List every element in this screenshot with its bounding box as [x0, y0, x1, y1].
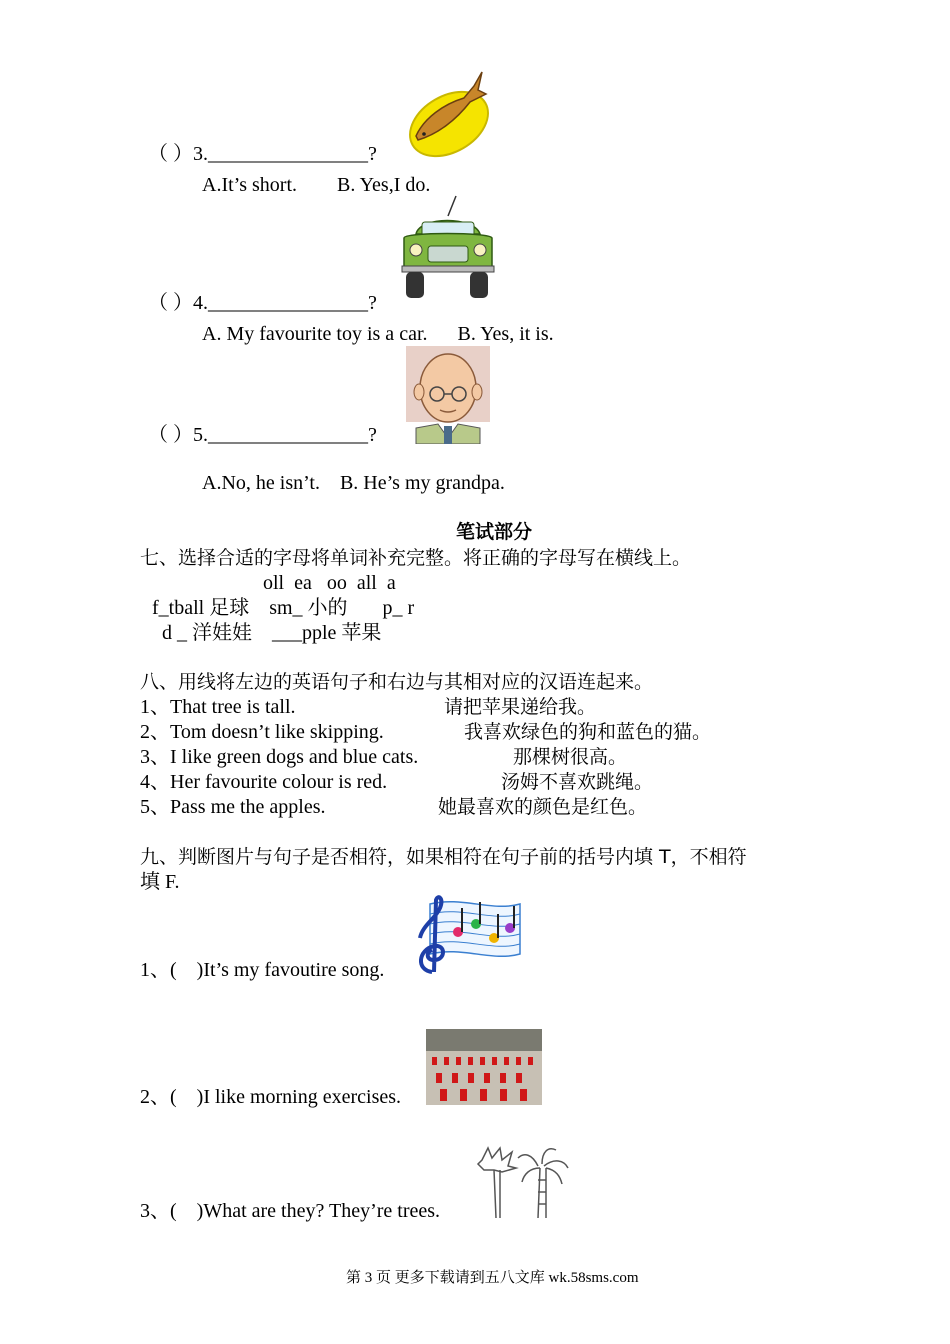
match-left-3: 3、I like green dogs and blue cats. — [140, 746, 419, 768]
match-right-5: 她最喜欢的颜色是红色。 — [438, 796, 648, 818]
question-5-options: A.No, he isn’t. B. He’s my grandpa. — [202, 472, 505, 494]
page-footer: 第 3 页 更多下载请到五八文库 wk.58sms.com — [346, 1270, 639, 1286]
trees-drawing-picture — [472, 1140, 574, 1220]
fish-picture — [404, 68, 494, 160]
question-5-stem: （ ）5.________________? — [148, 424, 377, 446]
judge-item-1: 1、( )It’s my favoutire song. — [140, 959, 385, 981]
match-left-5: 5、Pass me the apples. — [140, 796, 326, 818]
judge-item-2: 2、( )I like morning exercises. — [140, 1086, 402, 1108]
section-7-heading: 七、选择合适的字母将单词补充完整。将正确的字母写在横线上。 — [140, 547, 692, 569]
question-3-options: A.It’s short. B. Yes,I do. — [202, 174, 431, 196]
match-right-3: 那棵树很高。 — [513, 746, 628, 768]
section-9-heading-line-2: 填 F. — [140, 871, 180, 893]
section-9-heading-line-1: 九、判断图片与句子是否相符，如果相符在句子前的括号内填 T，不相符 — [140, 846, 747, 868]
question-4-options: A. My favourite toy is a car. B. Yes, it is. — [202, 323, 554, 345]
grandpa-picture — [406, 346, 490, 444]
section-7-row-1: f_tball 足球 sm_ 小的 p_ r — [152, 597, 415, 619]
section-8-heading: 八、用线将左边的英语句子和右边与其相对应的汉语连起来。 — [140, 671, 654, 693]
judge-item-3: 3、( )What are they? They’re trees. — [140, 1200, 441, 1222]
music-notes-picture — [412, 894, 522, 978]
match-right-4: 汤姆不喜欢跳绳。 — [501, 771, 654, 793]
match-right-2: 我喜欢绿色的狗和蓝色的猫。 — [464, 721, 712, 743]
match-left-1: 1、That tree is tall. — [140, 696, 296, 718]
car-picture — [398, 194, 496, 304]
question-4-stem: （ ）4.________________? — [148, 292, 377, 314]
section-7-letter-choices: oll ea oo all a — [263, 572, 396, 594]
match-left-2: 2、Tom doesn’t like skipping. — [140, 721, 384, 743]
written-part-title: 笔试部分 — [456, 521, 533, 543]
match-right-1: 请把苹果递给我。 — [444, 696, 597, 718]
match-left-4: 4、Her favourite colour is red. — [140, 771, 388, 793]
morning-exercises-picture — [426, 1029, 542, 1105]
section-7-row-2: d _ 洋娃娃 ___pple 苹果 — [162, 622, 382, 644]
question-3-stem: （ ）3.________________? — [148, 143, 377, 165]
